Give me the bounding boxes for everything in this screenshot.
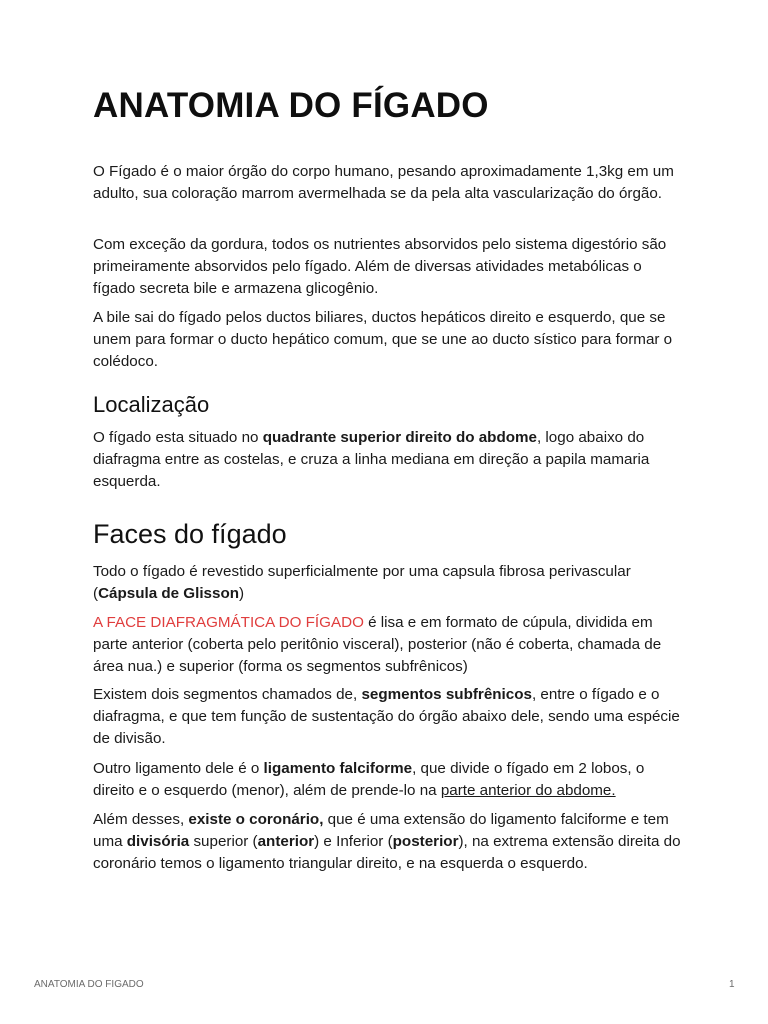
localizacao-text: O fígado esta situado no	[93, 429, 263, 446]
localizacao-text-end: , logo abaixo do diafragma entre as costelas, e cruza a linha mediana em direção a papila mamaria esquerda.	[93, 429, 650, 490]
faces-paragraph-3	[93, 684, 683, 750]
footer-title: ANATOMIA DO FIGADO	[34, 979, 144, 990]
faces-p5-d: divisória	[126, 833, 190, 850]
faces-p2-highlight: A FACE DIAFRAGMÁTICA DO FÍGADO	[93, 614, 364, 631]
faces-p5-a: Além desses,	[93, 811, 189, 828]
faces-p3-end: , entre o fígado e o diafragma, e que tem função de sustentação do órgão abaixo dele, sendo uma espécie de divisão.	[93, 686, 680, 747]
section-heading-localizacao: Localização	[93, 392, 210, 417]
faces-paragraph-2	[93, 612, 683, 678]
intro-paragraph-2	[93, 234, 683, 300]
faces-p3-text: Existem dois segmentos chamados de,	[93, 686, 362, 703]
faces-p5-f: anterior	[257, 833, 315, 850]
faces-paragraph-4	[93, 758, 683, 802]
faces-paragraph-5	[93, 809, 683, 875]
faces-p4-mid: , que divide o fígado em 2 lobos, o direito e o esquerdo (menor), além de prende-lo na	[93, 760, 645, 799]
localizacao-paragraph	[93, 427, 683, 493]
faces-p4-bold: ligamento falciforme	[263, 760, 413, 777]
section-heading-faces: Faces do fígado	[93, 519, 287, 549]
faces-p1-end: )	[239, 585, 245, 602]
faces-p1-bold: Cápsula de Glisson	[98, 585, 240, 602]
faces-paragraph-1	[93, 561, 683, 605]
faces-p5-i: ), na extrema extensão direita do coronário temos o ligamento triangular direito, e na esquerda o esquerdo.	[93, 833, 681, 872]
intro-text-2: Com exceção da gordura, todos os nutrientes absorvidos pelo sistema digestório são primeiramente absorvidos pelo fígado. Além de diversas atividades metabólicas o fígado secreta bile e armazena glicogênio.	[93, 236, 667, 297]
faces-p4-underlined: parte anterior do abdome.	[440, 782, 616, 799]
faces-p5-e: superior (	[189, 833, 258, 850]
faces-p3-bold: segmentos subfrênicos	[361, 686, 532, 703]
intro-text-1: O Fígado é o maior órgão do corpo humano, pesando aproximadamente 1,3kg em um adulto, sua coloração marrom avermelhada se da pela alta vascularização do órgão.	[93, 163, 674, 202]
intro-text-3: A bile sai do fígado pelos ductos biliares, ductos hepáticos direito e esquerdo, que se unem para formar o ducto hepático comum, que se une ao ducto sístico para formar o colédoco.	[93, 309, 673, 370]
faces-p5-g: ) e Inferior (	[314, 833, 393, 850]
faces-p4-text: Outro ligamento dele é o	[93, 760, 264, 777]
faces-p1-text: Todo o fígado é revestido superficialmente por uma capsula fibrosa perivascular (	[93, 563, 631, 602]
faces-p2-text: é lisa e em formato de cúpula, dividida em parte anterior (coberta pelo peritônio visceral), posterior (não é coberta, chamada de área nua.) e superior (forma os segmentos subfrênicos)	[93, 614, 662, 675]
intro-paragraph-1	[93, 161, 683, 205]
intro-paragraph-3	[93, 307, 683, 373]
faces-p5-h: posterior	[392, 833, 459, 850]
faces-p5-c: que é uma extensão do ligamento falciforme e tem uma	[93, 811, 669, 850]
faces-p5-b: existe o coronário,	[188, 811, 324, 828]
localizacao-bold: quadrante superior direito do abdome	[262, 429, 537, 446]
page-title: ANATOMIA DO FÍGADO	[93, 86, 489, 125]
page-number: 1	[729, 979, 735, 990]
